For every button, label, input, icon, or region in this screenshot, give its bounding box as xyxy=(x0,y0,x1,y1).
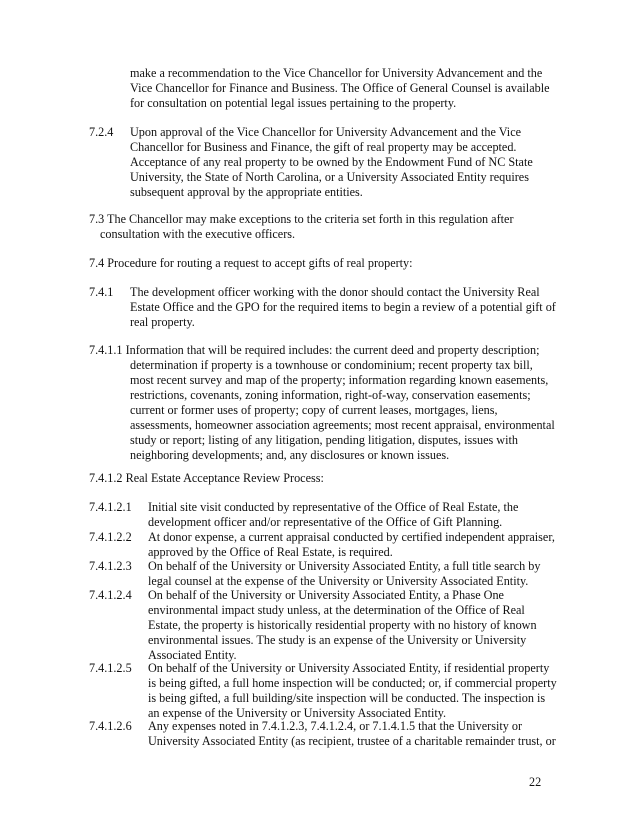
text-line: University Associated Entity (as recipient, trustee of a charitable remainder trust, or xyxy=(148,734,556,748)
continuation-paragraph xyxy=(89,66,569,111)
section-number: 7.4.1.2.3 xyxy=(89,559,132,573)
text-line: study or report; listing of any litigation, pending litigation, disputes, issues with xyxy=(130,433,518,447)
text-line: At donor expense, a current appraisal conducted by certified independent appraiser, xyxy=(148,530,555,544)
section-7-4-1-2-4 xyxy=(89,588,569,663)
section-7-4-1 xyxy=(89,285,569,330)
text-line: is being gifted, a full home inspection will be conducted; or, if commercial property xyxy=(148,676,557,690)
section-7-4-1-2-1 xyxy=(89,500,569,530)
text-line: environmental impact study unless, at the determination of the Office of Real xyxy=(148,603,525,617)
text-line: for consultation on potential legal issues pertaining to the property. xyxy=(130,96,457,110)
section-7-4-1-2-5 xyxy=(89,661,569,721)
text-line: 7.4 Procedure for routing a request to accept gifts of real property: xyxy=(89,256,413,270)
text-line: Vice Chancellor for Finance and Business. The Office of General Counsel is available xyxy=(130,81,550,95)
text-line: current or former uses of property; copy of current leases, mortgages, liens, xyxy=(130,403,498,417)
text-line: On behalf of the University or University Associated Entity, a full title search by xyxy=(148,559,541,573)
text-line: consultation with the executive officers. xyxy=(100,227,296,241)
text-line: assessments, homeowner association agreements; most recent appraisal, environmental xyxy=(130,418,555,432)
section-number: 7.4.1.2.6 xyxy=(89,719,132,733)
text-line: University, the State of North Carolina, or a University Associated Entity requires xyxy=(130,170,529,184)
text-line: neighboring developments; and, any disclosures or known issues. xyxy=(130,448,450,462)
text-line: approved by the Office of Real Estate, is required. xyxy=(148,545,393,559)
text-line: Initial site visit conducted by representative of the Office of Real Estate, the xyxy=(148,500,519,514)
text-line: legal counsel at the expense of the University or University Associated Entity. xyxy=(148,574,529,588)
section-7-4-1-2-3 xyxy=(89,559,569,589)
text-line: Upon approval of the Vice Chancellor for University Advancement and the Vice xyxy=(130,125,522,139)
text-line: Associated Entity. xyxy=(148,648,237,662)
section-number: 7.4.1.2.2 xyxy=(89,530,132,544)
text-line: development officer and/or representative of the Office of Gift Planning. xyxy=(148,515,503,529)
text-line: 7.4.1.2 Real Estate Acceptance Review Process: xyxy=(89,471,324,485)
text-line: an expense of the University or University Associated Entity. xyxy=(148,706,447,720)
section-number: 7.4.1.2.5 xyxy=(89,661,132,675)
text-line: is being gifted, a full building/site inspection will be conducted. The inspection is xyxy=(148,691,546,705)
text-line: real property. xyxy=(130,315,195,329)
text-line: most recent survey and map of the property; information regarding known easements, xyxy=(130,373,549,387)
section-7-2-4 xyxy=(89,125,569,200)
section-7-4-1-2-6 xyxy=(89,719,569,749)
text-line: determination if property is a townhouse or condominium; recent property tax bill, xyxy=(130,358,533,372)
section-7-4-1-1 xyxy=(89,343,569,463)
page-number: 22 xyxy=(529,775,542,789)
section-number: 7.4.1.2.4 xyxy=(89,588,132,602)
text-line: Estate, the property is historically residential property with no history of known xyxy=(148,618,537,632)
text-line: Estate Office and the GPO for the required items to begin a review of a potential gift of xyxy=(130,300,556,314)
text-line: make a recommendation to the Vice Chancellor for University Advancement and the xyxy=(130,66,543,80)
text-line: 7.3 The Chancellor may make exceptions to the criteria set forth in this regulation after xyxy=(89,212,514,226)
section-7-4-1-2-heading xyxy=(89,471,569,486)
text-line: Any expenses noted in 7.4.1.2.3, 7.4.1.2.4, or 7.1.4.1.5 that the University or xyxy=(148,719,523,733)
section-7-4-heading xyxy=(89,256,569,271)
text-line: Chancellor for Business and Finance, the gift of real property may be accepted. xyxy=(130,140,517,154)
text-line: subsequent approval by the appropriate entities. xyxy=(130,185,363,199)
section-number: 7.2.4 xyxy=(89,125,114,139)
text-line: Acceptance of any real property to be owned by the Endowment Fund of NC State xyxy=(130,155,533,169)
section-7-3 xyxy=(89,212,569,242)
text-line: On behalf of the University or University Associated Entity, a Phase One xyxy=(148,588,504,602)
text-line: On behalf of the University or University Associated Entity, if residential property xyxy=(148,661,550,675)
text-line: 7.4.1.1 Information that will be required includes: the current deed and property description; xyxy=(89,343,540,357)
text-line: environmental issues. The study is an expense of the University or University xyxy=(148,633,527,647)
section-number: 7.4.1 xyxy=(89,285,114,299)
text-line: The development officer working with the donor should contact the University Real xyxy=(130,285,540,299)
section-number: 7.4.1.2.1 xyxy=(89,500,132,514)
text-line: restrictions, covenants, zoning information, right-of-way, conservation easements; xyxy=(130,388,531,402)
section-7-4-1-2-2 xyxy=(89,530,569,560)
